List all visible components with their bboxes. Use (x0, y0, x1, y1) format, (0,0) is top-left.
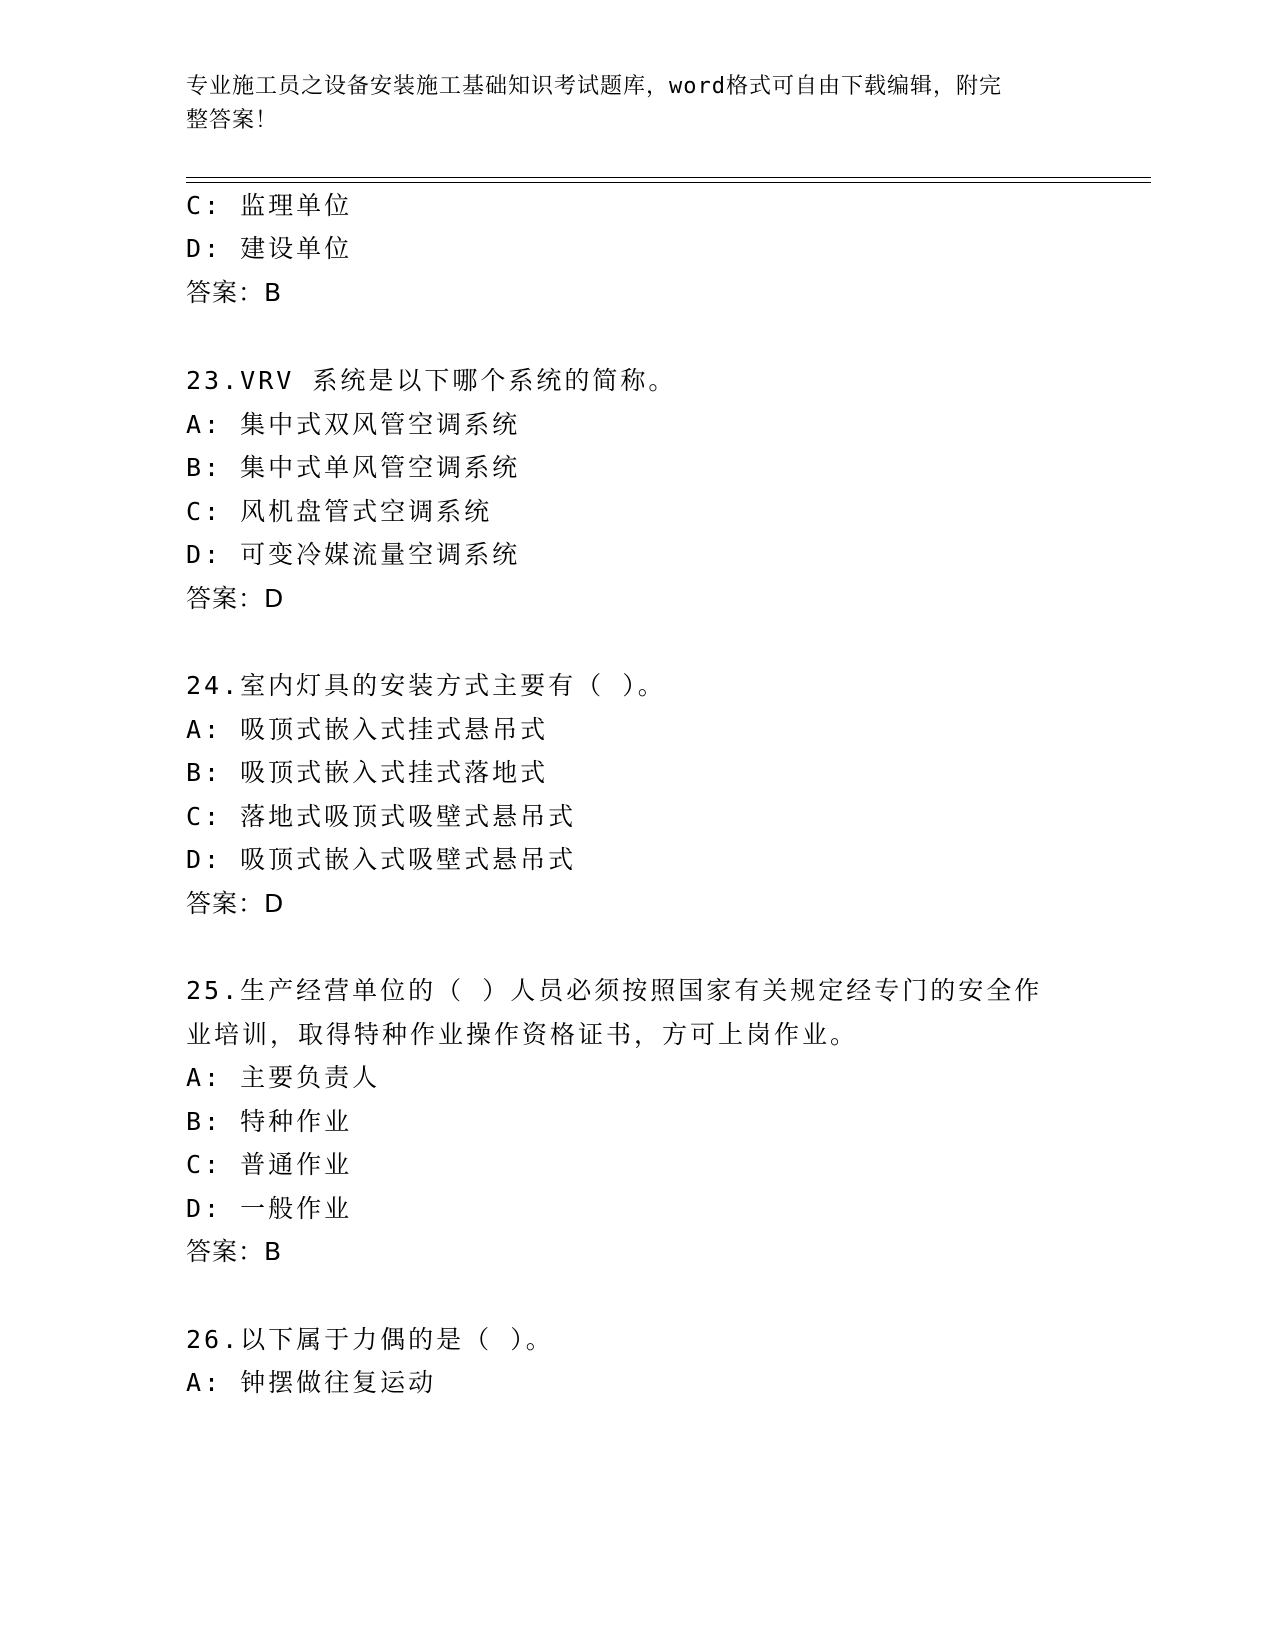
header-divider-bottom (186, 182, 1151, 183)
q24-option-d: D: 吸顶式嵌入式吸壁式悬吊式 (186, 845, 577, 874)
q22-option-d: D: 建设单位 (186, 234, 353, 263)
q25-option-c: C: 普通作业 (186, 1150, 353, 1179)
header-divider-top (186, 177, 1151, 178)
q26-stem: 26.以下属于力偶的是（ ）。 (186, 1325, 554, 1354)
q23-option-a: A: 集中式双风管空调系统 (186, 410, 521, 439)
q23-option-b: B: 集中式单风管空调系统 (186, 453, 521, 482)
q25-stem-line-1: 25.生产经营单位的（ ）人员必须按照国家有关规定经专门的安全作 (186, 976, 1043, 1005)
header-title-line-2: 整答案！ (186, 108, 279, 133)
q23-option-d: D: 可变冷媒流量空调系统 (186, 540, 521, 569)
q23-option-c: C: 风机盘管式空调系统 (186, 497, 493, 526)
q23-answer: 答案：D (186, 584, 285, 613)
q24-option-a: A: 吸顶式嵌入式挂式悬吊式 (186, 715, 549, 744)
q24-option-b: B: 吸顶式嵌入式挂式落地式 (186, 758, 549, 787)
q25-answer: 答案：B (186, 1237, 283, 1266)
header-title-line-1: 专业施工员之设备安装施工基础知识考试题库，word格式可自由下载编辑，附完 (186, 74, 1002, 99)
q25-stem-line-2: 业培训，取得特种作业操作资格证书，方可上岗作业。 (186, 1020, 859, 1049)
q25-option-a: A: 主要负责人 (186, 1063, 381, 1092)
q24-option-c: C: 落地式吸顶式吸壁式悬吊式 (186, 802, 577, 831)
q26-option-a: A: 钟摆做往复运动 (186, 1368, 437, 1397)
q25-option-d: D: 一般作业 (186, 1194, 353, 1223)
q22-answer: 答案：B (186, 278, 283, 307)
document-header (186, 70, 1086, 138)
q23-stem: 23.VRV 系统是以下哪个系统的简称。 (186, 366, 677, 395)
q24-answer: 答案：D (186, 889, 285, 918)
q24-stem: 24.室内灯具的安装方式主要有（ ）。 (186, 671, 666, 700)
q25-option-b: B: 特种作业 (186, 1107, 353, 1136)
q22-option-c: C: 监理单位 (186, 191, 353, 220)
